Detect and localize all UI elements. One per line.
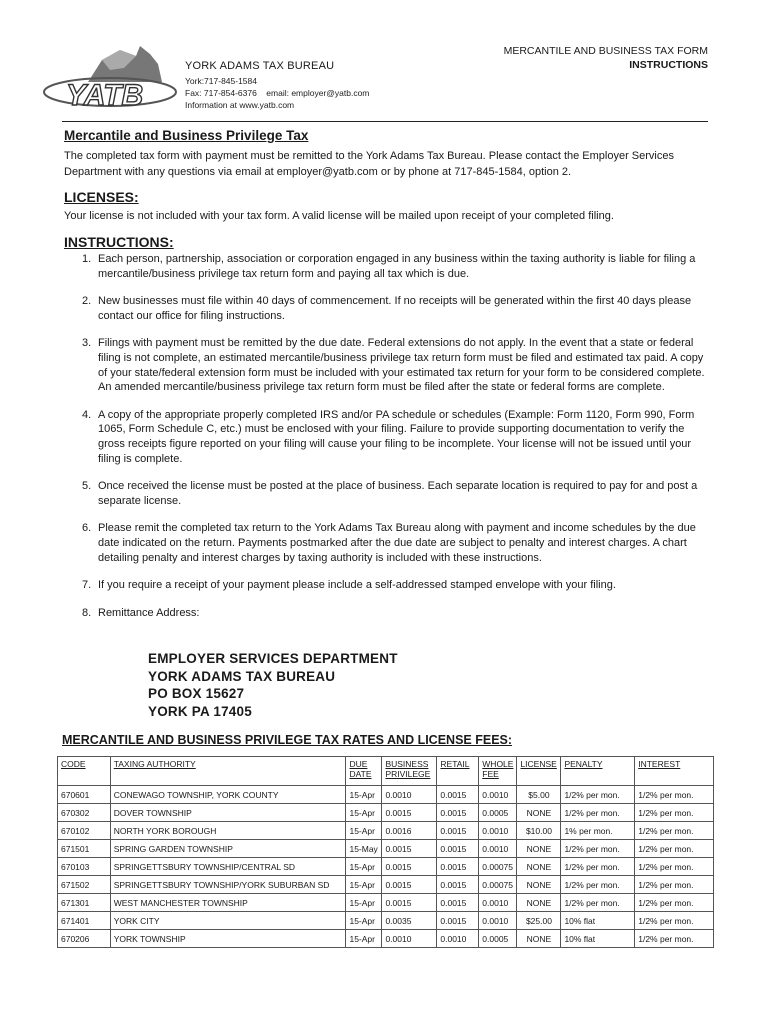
cell-authority: YORK TOWNSHIP xyxy=(110,930,346,948)
table-row xyxy=(58,804,714,822)
item-number: 3. xyxy=(82,337,92,350)
fax-text: Fax: 717-854-6376 xyxy=(185,88,257,98)
item-text: Please remit the completed tax return to the York Adams Tax Bureau along with payment and income schedules by the due date indicated on the return. Payments postmarked after the due date are subject to penalty and interest charges. A chart detailing penalty and interest charges by taxing authority is included with these instructions. xyxy=(98,522,696,564)
cell-interest: 1/2% per mon. xyxy=(635,930,714,948)
table-row xyxy=(58,894,714,912)
item-number: 8. xyxy=(82,606,92,619)
header-interest: INTEREST xyxy=(635,757,714,786)
cell-authority: CONEWAGO TOWNSHIP, YORK COUNTY xyxy=(110,786,346,804)
cell-interest: 1/2% per mon. xyxy=(635,840,714,858)
cell-due: 15-Apr xyxy=(346,912,382,930)
item-text: Once received the license must be posted at the place of business. Each separate location is required to pay for and post a separate license. xyxy=(98,480,698,507)
rates-table xyxy=(57,756,714,948)
email-text: email: employer@yatb.com xyxy=(266,88,370,98)
cell-penalty: 1/2% per mon. xyxy=(561,876,635,894)
cell-code: 670302 xyxy=(58,804,111,822)
cell-retail: 0.0015 xyxy=(437,912,479,930)
cell-due: 15-Apr xyxy=(346,786,382,804)
cell-interest: 1/2% per mon. xyxy=(635,804,714,822)
cell-retail: 0.0015 xyxy=(437,822,479,840)
cell-business: 0.0010 xyxy=(382,786,437,804)
cell-business: 0.0015 xyxy=(382,804,437,822)
cell-authority: YORK CITY xyxy=(110,912,346,930)
cell-business: 0.0010 xyxy=(382,930,437,948)
cell-due: 15-Apr xyxy=(346,858,382,876)
cell-authority: SPRINGETTSBURY TOWNSHIP/YORK SUBURBAN SD xyxy=(110,876,346,894)
list-item xyxy=(64,294,712,323)
cell-license: $10.00 xyxy=(517,822,561,840)
cell-penalty: 1/2% per mon. xyxy=(561,804,635,822)
licenses-heading: LICENSES: xyxy=(64,189,139,205)
address-line: EMPLOYER SERVICES DEPARTMENT xyxy=(148,651,398,666)
cell-business: 0.0015 xyxy=(382,876,437,894)
cell-whole: 0.0005 xyxy=(479,804,517,822)
info-text: Information at www.yatb.com xyxy=(185,100,295,110)
header-code: CODE xyxy=(58,757,111,786)
remittance-address xyxy=(148,650,398,720)
list-item xyxy=(64,606,712,621)
item-text: Remittance Address: xyxy=(98,606,200,619)
cell-interest: 1/2% per mon. xyxy=(635,876,714,894)
cell-whole: 0.0010 xyxy=(479,786,517,804)
form-title: MERCANTILE AND BUSINESS TAX FORM xyxy=(503,45,708,57)
cell-code: 670601 xyxy=(58,786,111,804)
header-due-date: DUE DATE xyxy=(346,757,382,786)
instructions-heading: INSTRUCTIONS: xyxy=(64,234,174,250)
phone-text: York:717-845-1584 xyxy=(185,76,257,86)
cell-business: 0.0015 xyxy=(382,894,437,912)
form-title-block xyxy=(504,44,708,72)
cell-due: 15-Apr xyxy=(346,876,382,894)
cell-code: 670102 xyxy=(58,822,111,840)
address-line: YORK ADAMS TAX BUREAU xyxy=(148,668,336,684)
cell-authority: NORTH YORK BOROUGH xyxy=(110,822,346,840)
table-row xyxy=(58,822,714,840)
table-row xyxy=(58,876,714,894)
cell-retail: 0.0015 xyxy=(437,858,479,876)
yatb-logo xyxy=(40,42,180,114)
item-number: 1. xyxy=(82,253,92,265)
cell-due: 15-Apr xyxy=(346,894,382,912)
cell-code: 670103 xyxy=(58,858,111,876)
cell-license: NONE xyxy=(517,804,561,822)
item-number: 4. xyxy=(82,408,92,421)
cell-penalty: 1/2% per mon. xyxy=(561,786,635,804)
instructions-list xyxy=(64,252,712,633)
cell-code: 671301 xyxy=(58,894,111,912)
cell-whole: 0.0005 xyxy=(479,930,517,948)
address-line: PO BOX 15627 xyxy=(148,686,245,701)
intro-paragraph: The completed tax form with payment must be remitted to the York Adams Tax Bureau. Please contact the Employer Services Department with any questions via email at employer@yatb.com or by phone at 717-845-1584, option 2. xyxy=(64,150,674,178)
list-item xyxy=(64,252,712,281)
cell-retail: 0.0015 xyxy=(437,804,479,822)
cell-due: 15-Apr xyxy=(346,930,382,948)
rates-table-title: MERCANTILE AND BUSINESS PRIVILEGE TAX RATES AND LICENSE FEES: xyxy=(62,733,513,747)
header-license: LICENSE xyxy=(517,757,561,786)
cell-interest: 1/2% per mon. xyxy=(635,822,714,840)
cell-penalty: 1/2% per mon. xyxy=(561,858,635,876)
cell-authority: WEST MANCHESTER TOWNSHIP xyxy=(110,894,346,912)
cell-authority: SPRINGETTSBURY TOWNSHIP/CENTRAL SD xyxy=(110,858,346,876)
cell-code: 671401 xyxy=(58,912,111,930)
cell-business: 0.0015 xyxy=(382,858,437,876)
header-penalty: PENALTY xyxy=(561,757,635,786)
cell-license: NONE xyxy=(517,930,561,948)
cell-due: 15-Apr xyxy=(346,822,382,840)
list-item xyxy=(64,336,712,394)
cell-interest: 1/2% per mon. xyxy=(635,912,714,930)
cell-license: $5.00 xyxy=(517,786,561,804)
cell-license: NONE xyxy=(517,894,561,912)
list-item xyxy=(64,479,712,508)
address-line: YORK PA 17405 xyxy=(148,703,252,719)
fax-email-line xyxy=(185,87,369,99)
cell-interest: 1/2% per mon. xyxy=(635,858,714,876)
table-row xyxy=(58,840,714,858)
cell-retail: 0.0015 xyxy=(437,894,479,912)
cell-license: NONE xyxy=(517,858,561,876)
table-row xyxy=(58,930,714,948)
item-number: 2. xyxy=(82,295,92,308)
cell-business: 0.0035 xyxy=(382,912,437,930)
cell-interest: 1/2% per mon. xyxy=(635,894,714,912)
cell-penalty: 10% flat xyxy=(561,912,635,930)
header-retail: RETAIL xyxy=(437,757,479,786)
cell-whole: 0.0010 xyxy=(479,822,517,840)
cell-whole: 0.00075 xyxy=(479,858,517,876)
header-authority: TAXING AUTHORITY xyxy=(110,757,346,786)
cell-whole: 0.0010 xyxy=(479,912,517,930)
item-text: Filings with payment must be remitted by the due date. Federal extensions do not apply. In the event that a state or federal filing is not complete, an estimated mercantile/business privilege tax return form must be filed and estimated tax paid. A copy of your state/federal extension form must be included with your estimated tax return for your form to be considered complete. An amended mercantile/business privilege tax return form must be filed after the state or federal forms are complete. xyxy=(98,337,705,394)
cell-license: NONE xyxy=(517,840,561,858)
cell-due: 15-Apr xyxy=(346,804,382,822)
list-item xyxy=(64,408,712,466)
item-number: 5. xyxy=(82,480,92,493)
cell-business: 0.0016 xyxy=(382,822,437,840)
table-row xyxy=(58,912,714,930)
cell-code: 671501 xyxy=(58,840,111,858)
logo-text: YATB xyxy=(66,79,144,112)
item-number: 6. xyxy=(82,522,92,535)
cell-interest: 1/2% per mon. xyxy=(635,786,714,804)
list-item xyxy=(64,521,712,565)
item-text: If you require a receipt of your payment please include a self-addressed stamped envelope with your filing. xyxy=(98,579,616,592)
header-business-privilege: BUSINESS PRIVILEGE xyxy=(382,757,437,786)
cell-business: 0.0015 xyxy=(382,840,437,858)
item-text: Each person, partnership, association or corporation engaged in any business within the taxing authority is liable for filing a mercantile/business privilege tax return form and paying all tax which is due. xyxy=(98,253,696,280)
table-row xyxy=(58,786,714,804)
cell-penalty: 10% flat xyxy=(561,930,635,948)
bureau-name: YORK ADAMS TAX BUREAU xyxy=(185,60,335,72)
cell-code: 671502 xyxy=(58,876,111,894)
table-row xyxy=(58,858,714,876)
table-header-row xyxy=(58,757,714,786)
cell-license: $25.00 xyxy=(517,912,561,930)
cell-authority: DOVER TOWNSHIP xyxy=(110,804,346,822)
list-item xyxy=(64,578,712,593)
licenses-text: Your license is not included with your tax form. A valid license will be mailed upon receipt of your completed filing. xyxy=(64,210,614,222)
rates-table-body xyxy=(58,786,714,948)
contact-block xyxy=(185,75,369,111)
cell-whole: 0.0010 xyxy=(479,840,517,858)
header-whole-fee: WHOLE FEE xyxy=(479,757,517,786)
form-subtitle: INSTRUCTIONS xyxy=(629,59,708,71)
cell-penalty: 1/2% per mon. xyxy=(561,840,635,858)
cell-penalty: 1/2% per mon. xyxy=(561,894,635,912)
item-text: A copy of the appropriate properly completed IRS and/or PA schedule or schedules (Example: Form 1120, Form 990, Form 1065, Form Schedule C, etc.) must be enclosed with your filing. Failure to provide supporting documentation to verify the gross receipts figure reported on your filing will cause your filing to be incomplete. Your license will not be issued until your filing is complete. xyxy=(98,408,695,465)
item-number: 7. xyxy=(82,579,92,592)
main-heading: Mercantile and Business Privilege Tax xyxy=(64,128,309,143)
cell-retail: 0.0010 xyxy=(437,930,479,948)
cell-retail: 0.0015 xyxy=(437,786,479,804)
cell-penalty: 1% per mon. xyxy=(561,822,635,840)
cell-authority: SPRING GARDEN TOWNSHIP xyxy=(110,840,346,858)
header-divider xyxy=(62,121,708,122)
cell-retail: 0.0015 xyxy=(437,876,479,894)
cell-retail: 0.0015 xyxy=(437,840,479,858)
cell-whole: 0.0010 xyxy=(479,894,517,912)
cell-code: 670206 xyxy=(58,930,111,948)
item-text: New businesses must file within 40 days of commencement. If no receipts will be generated within the first 40 days please contact our office for filing instructions. xyxy=(98,295,692,322)
cell-license: NONE xyxy=(517,876,561,894)
cell-whole: 0.00075 xyxy=(479,876,517,894)
cell-due: 15-May xyxy=(346,840,382,858)
